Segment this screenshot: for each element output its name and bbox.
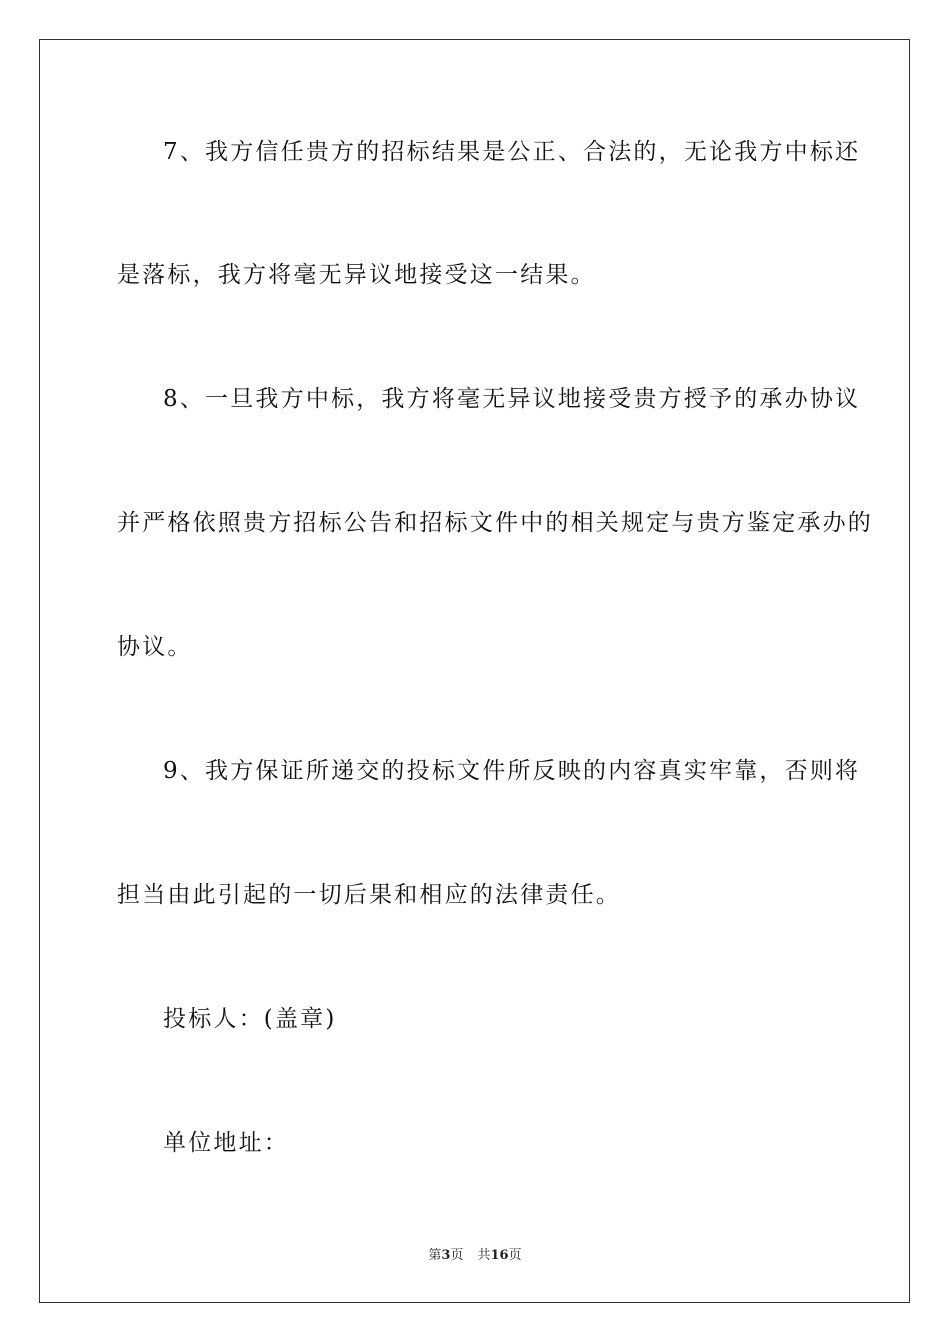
page-border <box>39 39 910 1303</box>
unit-address-field: 单位地址： <box>163 1130 289 1156</box>
page-prefix: 第 <box>428 1248 442 1263</box>
total-pages: 16 <box>490 1248 509 1263</box>
bidder-seal-field: 投标人：(盖章) <box>163 1006 337 1032</box>
page-footer <box>0 1247 950 1265</box>
total-prefix: 共 <box>477 1248 491 1263</box>
paragraph-7-line-2: 是落标，我方将毫无异议地接受这一结果。 <box>117 262 596 288</box>
paragraph-8-line-2: 并严格依照贵方招标公告和招标文件中的相关规定与贵方鉴定承办的 <box>117 510 873 536</box>
paragraph-9-line-1: 9、我方保证所递交的投标文件所反映的内容真实牢靠，否则将 <box>163 758 861 784</box>
paragraph-9-line-2: 担当由此引起的一切后果和相应的法律责任。 <box>117 882 621 908</box>
paragraph-8-line-3: 协议。 <box>117 634 193 660</box>
page-number: 3 <box>441 1248 451 1263</box>
paragraph-7-line-1: 7、我方信任贵方的招标结果是公正、合法的，无论我方中标还 <box>163 139 861 165</box>
total-suffix: 页 <box>508 1248 522 1263</box>
paragraph-8-line-1: 8、一旦我方中标，我方将毫无异议地接受贵方授予的承办协议 <box>163 386 861 412</box>
page-suffix: 页 <box>450 1248 464 1263</box>
